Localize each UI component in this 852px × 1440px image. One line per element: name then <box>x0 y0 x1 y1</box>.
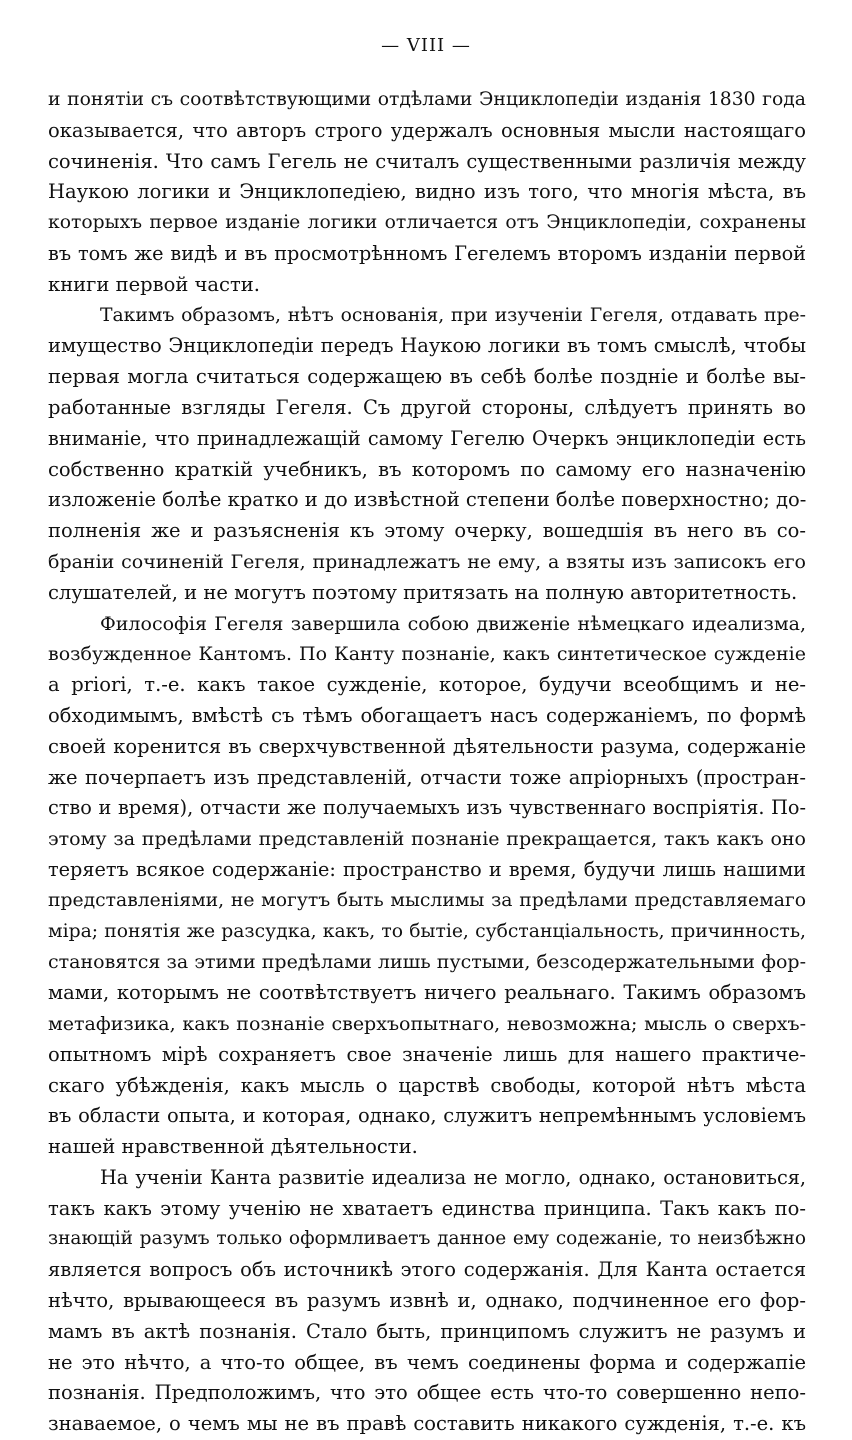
text-line: имущество Энциклопедіи передъ Наукою логики въ томъ смыслѣ, чтобы <box>48 334 806 358</box>
text-line: представленіями, не могутъ быть мыслимы за предѣлами представляемаго <box>48 889 806 911</box>
text-line: оказывается, что авторъ строго удержалъ основныя мысли настоящаго <box>48 118 806 142</box>
text-line: сочиненія. Что самъ Гегель не считалъ существенными различія между <box>48 149 806 173</box>
text-line: браніи сочиненій Гегеля, принадлежатъ не ему, а взяты изъ записокъ его <box>48 550 806 573</box>
text-line: теряетъ всякое содержаніе: пространство и время, будучи лишь нашими <box>48 857 806 881</box>
text-line: своей коренится въ сверхчувственной дѣятельности разума, содержаніе <box>48 734 806 758</box>
text-line: знающій разумъ только оформливаетъ данное ему содежаніе, то неизбѣжно <box>48 1228 806 1250</box>
text-line: собственно краткій учебникъ, въ которомъ по самому его назначенію <box>48 457 806 481</box>
text-line: нѣчто, врывающееся въ разумъ извнѣ и, однако, подчиненное его фор- <box>48 1289 806 1313</box>
text-line: которыхъ первое изданіе логики отличается отъ Энциклопедіи, сохранены <box>48 212 806 234</box>
text-line: Наукою логики и Энциклопедіею, видно изъ того, что многія мѣста, въ <box>48 180 806 204</box>
text-line: и понятіи съ соотвѣтствующими отдѣлами Энциклопедіи изданія 1830 года <box>48 89 806 110</box>
text-line: нашей нравственной дѣятельности. <box>48 1135 418 1159</box>
text-line: книги первой части. <box>48 272 260 296</box>
text-line: не это нѣчто, а что-то общее, въ чемъ соединены форма и содержапіе <box>48 1350 806 1374</box>
text-line: полненія же и разъясненія къ этому очерку, вошедшія въ него въ со- <box>48 519 806 543</box>
text-line: На ученіи Канта развитіе идеализа не могло, однако, остановиться, <box>100 1165 806 1189</box>
text-line: скаго убѣжденія, какъ мысль о царствѣ свободы, которой нѣтъ мѣста <box>48 1073 806 1097</box>
text-line: міра; понятія же разсудка, какъ, то бытіе, субстанціальность, причинность, <box>48 920 806 942</box>
text-line: въ области опыта, и которая, однако, служитъ непремѣннымъ условіемъ <box>48 1104 806 1128</box>
text-line: слушателей, и не могутъ поэтому притязать на полную авторитетность. <box>48 580 798 604</box>
text-line: работанные взгляды Гегеля. Съ другой стороны, слѣдуетъ принять во <box>48 395 806 419</box>
text-line: вниманіе, что принадлежащій самому Гегелю Очеркъ энциклопедіи есть <box>48 426 806 450</box>
text-line: же почерпаетъ изъ представленій, отчасти тоже апріорныхъ (простран- <box>48 765 806 789</box>
text-line: знаваемое, о чемъ мы не въ правѣ составить никакого сужденія, т.-е. къ <box>48 1412 806 1436</box>
text-line: обходимымъ, вмѣстѣ съ тѣмъ обогащаетъ насъ содержаніемъ, по формѣ <box>48 703 806 727</box>
text-line: въ томъ же видѣ и въ просмотрѣнномъ Гегелемъ второмъ изданіи первой <box>48 241 806 265</box>
text-line: мамъ въ актѣ познанія. Стало быть, принципомъ служитъ не разумъ и <box>48 1319 806 1343</box>
text-line: этому за предѣлами представленій познаніе прекращается, такъ какъ оно <box>48 828 806 851</box>
page-number: — VIII — <box>381 35 471 56</box>
text-line: является вопросъ объ источникѣ этого содержанія. Для Канта остается <box>48 1258 806 1282</box>
text-line: мами, которымъ не соотвѣтствуетъ ничего реальнаго. Такимъ образомъ <box>48 981 806 1005</box>
text-line: a priori, т.-е. какъ такое сужденіе, которое, будучи всеобщимъ и не- <box>48 673 806 697</box>
text-line: Философія Гегеля завершила собою движеніе нѣмецкаго идеализма, <box>100 612 806 635</box>
text-line: возбужденное Кантомъ. По Канту познаніе, какъ синтетическое сужденіе <box>48 643 806 666</box>
text-line: опытномъ мірѣ сохраняетъ свое значеніе лишь для нашего практиче- <box>48 1042 806 1066</box>
text-line: такъ какъ этому ученію не хватаетъ единства принципа. Такъ какъ по- <box>48 1196 806 1220</box>
text-line: ство и время), отчасти же получаемыхъ изъ чувственнаго воспріятія. По- <box>48 796 806 820</box>
text-line: становятся за этими предѣлами лишь пустыми, безсодержательными фор- <box>48 951 806 974</box>
body-text <box>48 85 806 1440</box>
text-line: Такимъ образомъ, нѣтъ основанія, при изученіи Гегеля, отдавать пре- <box>100 304 806 326</box>
text-line: познанія. Предположимъ, что это общее есть что-то совершенно непо- <box>48 1381 806 1405</box>
text-line: метафизика, какъ познаніе сверхъопытнаго, невозможна; мысль о сверхъ- <box>48 1012 806 1035</box>
text-line: первая могла считаться содержащею въ себѣ болѣе поздніе и болѣе вы- <box>48 365 806 389</box>
text-line: изложеніе болѣе кратко и до извѣстной степени болѣе поверхностно; до- <box>48 488 806 512</box>
